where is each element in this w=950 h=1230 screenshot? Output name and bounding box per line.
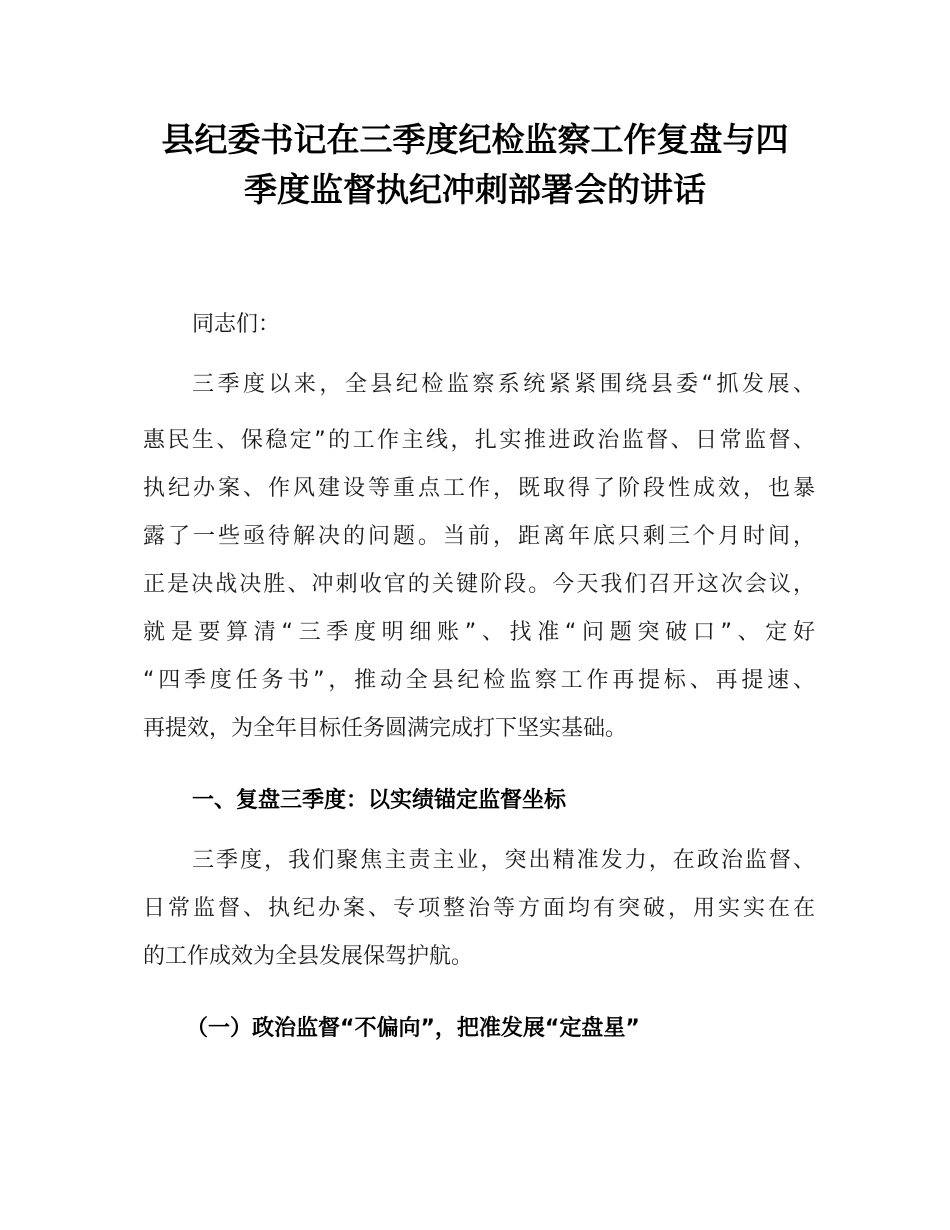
paragraph-line: “四季度任务书”，推动全县纪检监察工作再提标、再提速、 xyxy=(143,668,815,693)
paragraph-line: 执纪办案、作风建设等重点工作，既取得了阶段性成效，也暴 xyxy=(143,476,815,501)
paragraph-line: 就是要算清“三季度明细账”、找准“问题突破口”、定好 xyxy=(143,620,815,645)
section-heading: 一、复盘三季度：以实绩锚定监督坐标 xyxy=(192,788,567,813)
document-title-line-2: 季度监督执纪冲刺部署会的讲话 xyxy=(244,170,706,209)
paragraph-line: 正是决战决胜、冲刺收官的关键阶段。今天我们召开这次会议， xyxy=(143,572,815,597)
paragraph-line: 再提效，为全年目标任务圆满完成打下坚实基础。 xyxy=(143,716,628,741)
paragraph-line: 三季度以来，全县纪检监察系统紧紧围绕县委“抓发展、 xyxy=(192,372,815,397)
paragraph-line: 日常监督、执纪办案、专项整治等方面均有突破，用实实在在 xyxy=(143,896,815,921)
paragraph-line: 露了一些亟待解决的问题。当前，距离年底只剩三个月时间， xyxy=(143,524,815,549)
document-title-line-1: 县纪委书记在三季度纪检监察工作复盘与四 xyxy=(161,120,789,159)
salutation: 同志们： xyxy=(192,312,281,337)
paragraph-line: 的工作成效为全县发展保驾护航。 xyxy=(143,944,474,969)
subsection-heading: （一）政治监督“不偏向”，把准发展“定盘星” xyxy=(186,1016,640,1041)
paragraph-line: 三季度，我们聚焦主责主业，突出精准发力，在政治监督、 xyxy=(192,848,815,873)
paragraph-line: 惠民生、保稳定”的工作主线，扎实推进政治监督、日常监督、 xyxy=(143,428,815,453)
